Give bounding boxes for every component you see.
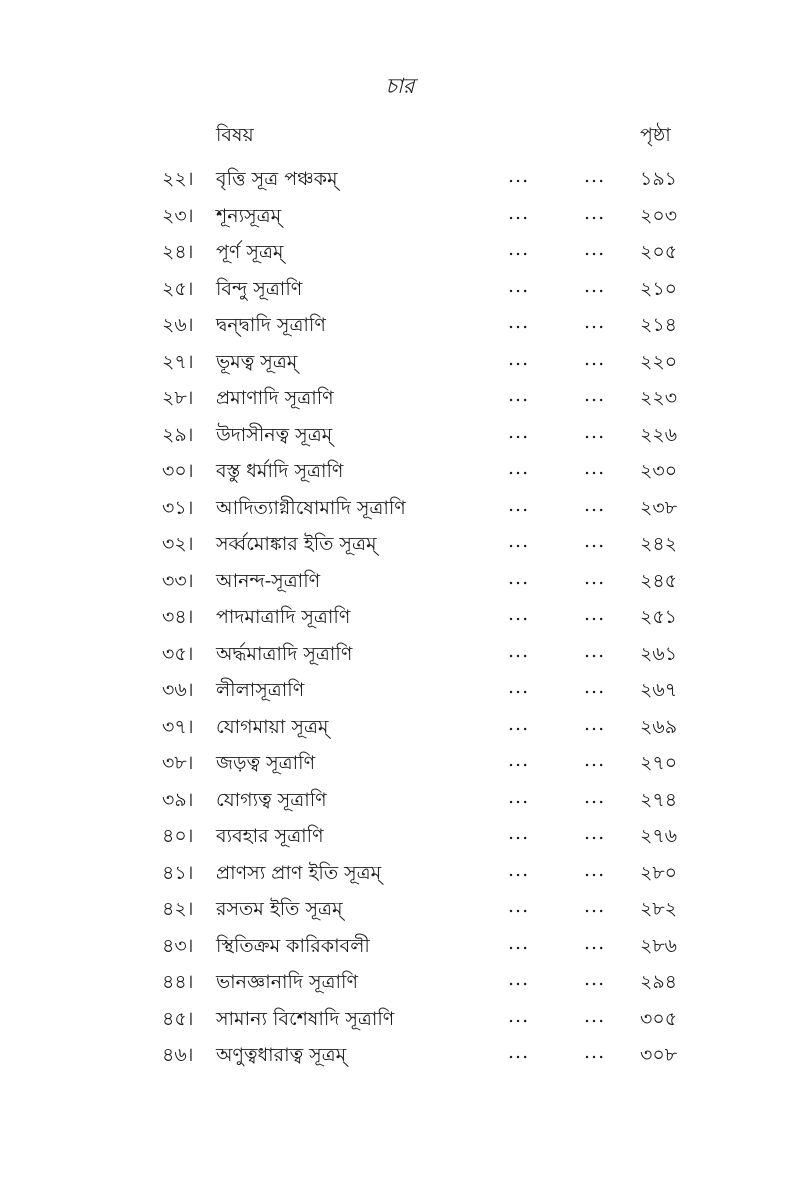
- entry-number: ২৪।: [162, 241, 194, 263]
- leader-dots: ...: [508, 347, 530, 370]
- toc-row: [0, 304, 800, 341]
- entry-page: ২০৩: [640, 204, 678, 227]
- entry-number: ২৮।: [162, 387, 194, 409]
- leader-dots: ...: [584, 201, 606, 224]
- leader-dots: ...: [508, 1041, 530, 1063]
- entry-page: ২২৬: [640, 423, 678, 446]
- entry-number: ৩০।: [162, 460, 194, 482]
- toc-row: [0, 487, 800, 524]
- table-of-contents: [0, 158, 800, 1071]
- leader-dots: ...: [584, 530, 606, 552]
- leader-dots: ...: [508, 384, 530, 406]
- entry-title: ভানজ্ঞানাদি সূত্রাণি: [216, 971, 358, 993]
- leader-dots: ...: [508, 165, 530, 187]
- toc-row: [0, 669, 800, 706]
- entry-page: ২১০: [640, 277, 678, 300]
- entry-title: পাদমাত্রাদি সূত্রাণি: [216, 606, 351, 628]
- toc-row: [0, 888, 800, 925]
- entry-page: ২২০: [640, 350, 678, 373]
- entry-number: ৪১।: [162, 861, 194, 884]
- toc-row: [0, 195, 800, 232]
- leader-dots: ...: [584, 566, 606, 589]
- entry-page: ২২৩: [640, 387, 678, 409]
- entry-title: ভূমত্ব সূত্রম্: [216, 350, 298, 373]
- entry-number: ২৭।: [162, 350, 194, 373]
- entry-number: ২৫।: [162, 277, 194, 300]
- entry-title: বস্তু ধর্মাদি সূত্রাণি: [216, 460, 344, 482]
- toc-row: [0, 1034, 800, 1071]
- entry-title: যোগ্যত্ব সূত্রাণি: [216, 788, 327, 811]
- leader-dots: ...: [508, 457, 530, 479]
- entry-page: ২৫১: [640, 606, 678, 628]
- leader-dots: ...: [508, 968, 530, 990]
- leader-dots: ...: [508, 603, 530, 625]
- entry-number: ৩৬।: [162, 679, 194, 701]
- leader-dots: ...: [584, 931, 606, 954]
- page-number: চার: [385, 74, 415, 98]
- entry-page: ২৯৪: [640, 971, 678, 993]
- entry-title: সামান্য বিশেষাদি সূত্রাণি: [216, 1007, 395, 1030]
- leader-dots: ...: [584, 1041, 606, 1063]
- toc-row: [0, 815, 800, 852]
- entry-page: ২৬৯: [640, 715, 678, 738]
- toc-row: [0, 450, 800, 487]
- leader-dots: ...: [584, 968, 606, 990]
- leader-dots: ...: [508, 420, 530, 443]
- leader-dots: ...: [508, 822, 530, 844]
- leader-dots: ...: [584, 1004, 606, 1027]
- entry-number: ৩৫।: [162, 642, 194, 665]
- entry-page: ৩০৫: [640, 1007, 678, 1030]
- entry-title: বিন্দু সূত্রাণি: [216, 277, 303, 300]
- entry-number: ৪৪।: [162, 971, 194, 993]
- leader-dots: ...: [584, 274, 606, 297]
- entry-page: ১৯১: [640, 168, 677, 190]
- leader-dots: ...: [584, 822, 606, 844]
- entry-number: ৩১।: [162, 496, 194, 519]
- leader-dots: ...: [584, 493, 606, 516]
- leader-dots: ...: [508, 238, 530, 260]
- entry-page: ২৭৬: [640, 825, 678, 847]
- entry-number: ৪২।: [162, 898, 194, 920]
- header-subject: বিষয়: [216, 124, 254, 146]
- leader-dots: ...: [584, 895, 606, 917]
- leader-dots: ...: [584, 676, 606, 698]
- leader-dots: ...: [508, 785, 530, 808]
- entry-title: স্থিতিক্রম কারিকাবলী: [216, 934, 370, 957]
- leader-dots: ...: [584, 384, 606, 406]
- entry-number: ৩৮।: [162, 752, 194, 774]
- leader-dots: ...: [584, 639, 606, 662]
- leader-dots: ...: [584, 165, 606, 187]
- entry-title: প্রাণস্য প্রাণ ইতি সূত্রম্: [216, 861, 382, 884]
- entry-page: ২৮২: [640, 898, 678, 920]
- toc-row: [0, 231, 800, 268]
- entry-title: আদিত্যাগ্নীষোমাদি সূত্রাণি: [216, 496, 406, 519]
- leader-dots: ...: [584, 712, 606, 735]
- leader-dots: ...: [508, 858, 530, 881]
- entry-title: সর্ব্বমোঙ্কার ইতি সূত্রম্: [216, 533, 377, 555]
- entry-number: ৩৪।: [162, 606, 194, 628]
- entry-title: বৃত্তি সূত্র পঞ্চকম্: [216, 168, 338, 190]
- toc-row: [0, 706, 800, 743]
- leader-dots: ...: [584, 311, 606, 333]
- entry-page: ২৭৪: [640, 788, 678, 811]
- toc-row: [0, 742, 800, 779]
- toc-row: [0, 560, 800, 597]
- entry-number: ৩২।: [162, 533, 194, 555]
- entry-title: প্রমাণাদি সূত্রাণি: [216, 387, 334, 409]
- toc-row: [0, 268, 800, 305]
- entry-number: ২২।: [162, 168, 194, 190]
- leader-dots: ...: [508, 676, 530, 698]
- leader-dots: ...: [508, 274, 530, 297]
- entry-page: ২৬৭: [640, 679, 678, 701]
- entry-page: ২৬১: [640, 642, 678, 665]
- toc-row: [0, 633, 800, 670]
- entry-page: ২১৪: [640, 314, 678, 336]
- toc-row: [0, 377, 800, 414]
- entry-number: ৪৫।: [162, 1007, 194, 1030]
- leader-dots: ...: [584, 785, 606, 808]
- toc-row: [0, 852, 800, 889]
- entry-title: যোগমায়া সূত্রম্: [216, 715, 329, 738]
- entry-number: ৪৩।: [162, 934, 194, 957]
- leader-dots: ...: [584, 858, 606, 881]
- entry-page: ২৪২: [640, 533, 678, 555]
- entry-number: ৩৯।: [162, 788, 194, 811]
- leader-dots: ...: [584, 749, 606, 771]
- entry-number: ২৯।: [162, 423, 194, 446]
- entry-page: ৩০৮: [640, 1044, 678, 1066]
- leader-dots: ...: [508, 530, 530, 552]
- header-page: পৃষ্ঠা: [640, 124, 671, 146]
- leader-dots: ...: [508, 931, 530, 954]
- entry-title: আনন্দ-সূত্রাণি: [216, 569, 321, 592]
- entry-title: শূন্যসূত্রম্: [216, 204, 282, 227]
- toc-row: [0, 596, 800, 633]
- entry-number: ২৩।: [162, 204, 194, 227]
- entry-title: পূর্ণ সূত্রম্: [216, 241, 284, 263]
- entry-page: ২০৫: [640, 241, 678, 263]
- entry-page: ২৩৮: [640, 496, 678, 519]
- leader-dots: ...: [508, 1004, 530, 1027]
- leader-dots: ...: [584, 457, 606, 479]
- toc-row: [0, 779, 800, 816]
- toc-row: [0, 158, 800, 195]
- entry-page: ২৭০: [640, 752, 678, 774]
- toc-row: [0, 523, 800, 560]
- leader-dots: ...: [584, 420, 606, 443]
- entry-page: ২৩০: [640, 460, 678, 482]
- entry-title: উদাসীনত্ব সূত্রম্: [216, 423, 333, 446]
- entry-title: রসতম ইতি সূত্রম্: [216, 898, 343, 920]
- leader-dots: ...: [508, 895, 530, 917]
- leader-dots: ...: [508, 311, 530, 333]
- entry-title: জড়ত্ব সূত্রাণি: [216, 752, 316, 774]
- entry-title: ব্যবহার সূত্রাণি: [216, 825, 324, 847]
- entry-page: ২৮০: [640, 861, 678, 884]
- leader-dots: ...: [508, 639, 530, 662]
- entry-page: ২৪৫: [640, 569, 678, 592]
- leader-dots: ...: [508, 493, 530, 516]
- entry-number: ২৬।: [162, 314, 194, 336]
- leader-dots: ...: [508, 566, 530, 589]
- toc-row: [0, 925, 800, 962]
- entry-number: ৩৩।: [162, 569, 194, 592]
- entry-number: ৩৭।: [162, 715, 194, 738]
- entry-number: ৪০।: [162, 825, 194, 847]
- toc-row: [0, 414, 800, 451]
- entry-title: দ্বন্দ্বাদি সূত্রাণি: [216, 314, 326, 336]
- entry-title: অর্দ্ধমাত্রাদি সূত্রাণি: [216, 642, 353, 665]
- entry-page: ২৮৬: [640, 934, 678, 957]
- leader-dots: ...: [584, 347, 606, 370]
- entry-number: ৪৬।: [162, 1044, 194, 1066]
- toc-row: [0, 341, 800, 378]
- leader-dots: ...: [508, 201, 530, 224]
- leader-dots: ...: [584, 238, 606, 260]
- leader-dots: ...: [584, 603, 606, 625]
- entry-title: অণুত্বধারাত্ব সূত্রম্: [216, 1044, 347, 1066]
- leader-dots: ...: [508, 712, 530, 735]
- leader-dots: ...: [508, 749, 530, 771]
- toc-row: [0, 961, 800, 998]
- toc-row: [0, 998, 800, 1035]
- entry-title: লীলাসূত্রাণি: [216, 679, 305, 701]
